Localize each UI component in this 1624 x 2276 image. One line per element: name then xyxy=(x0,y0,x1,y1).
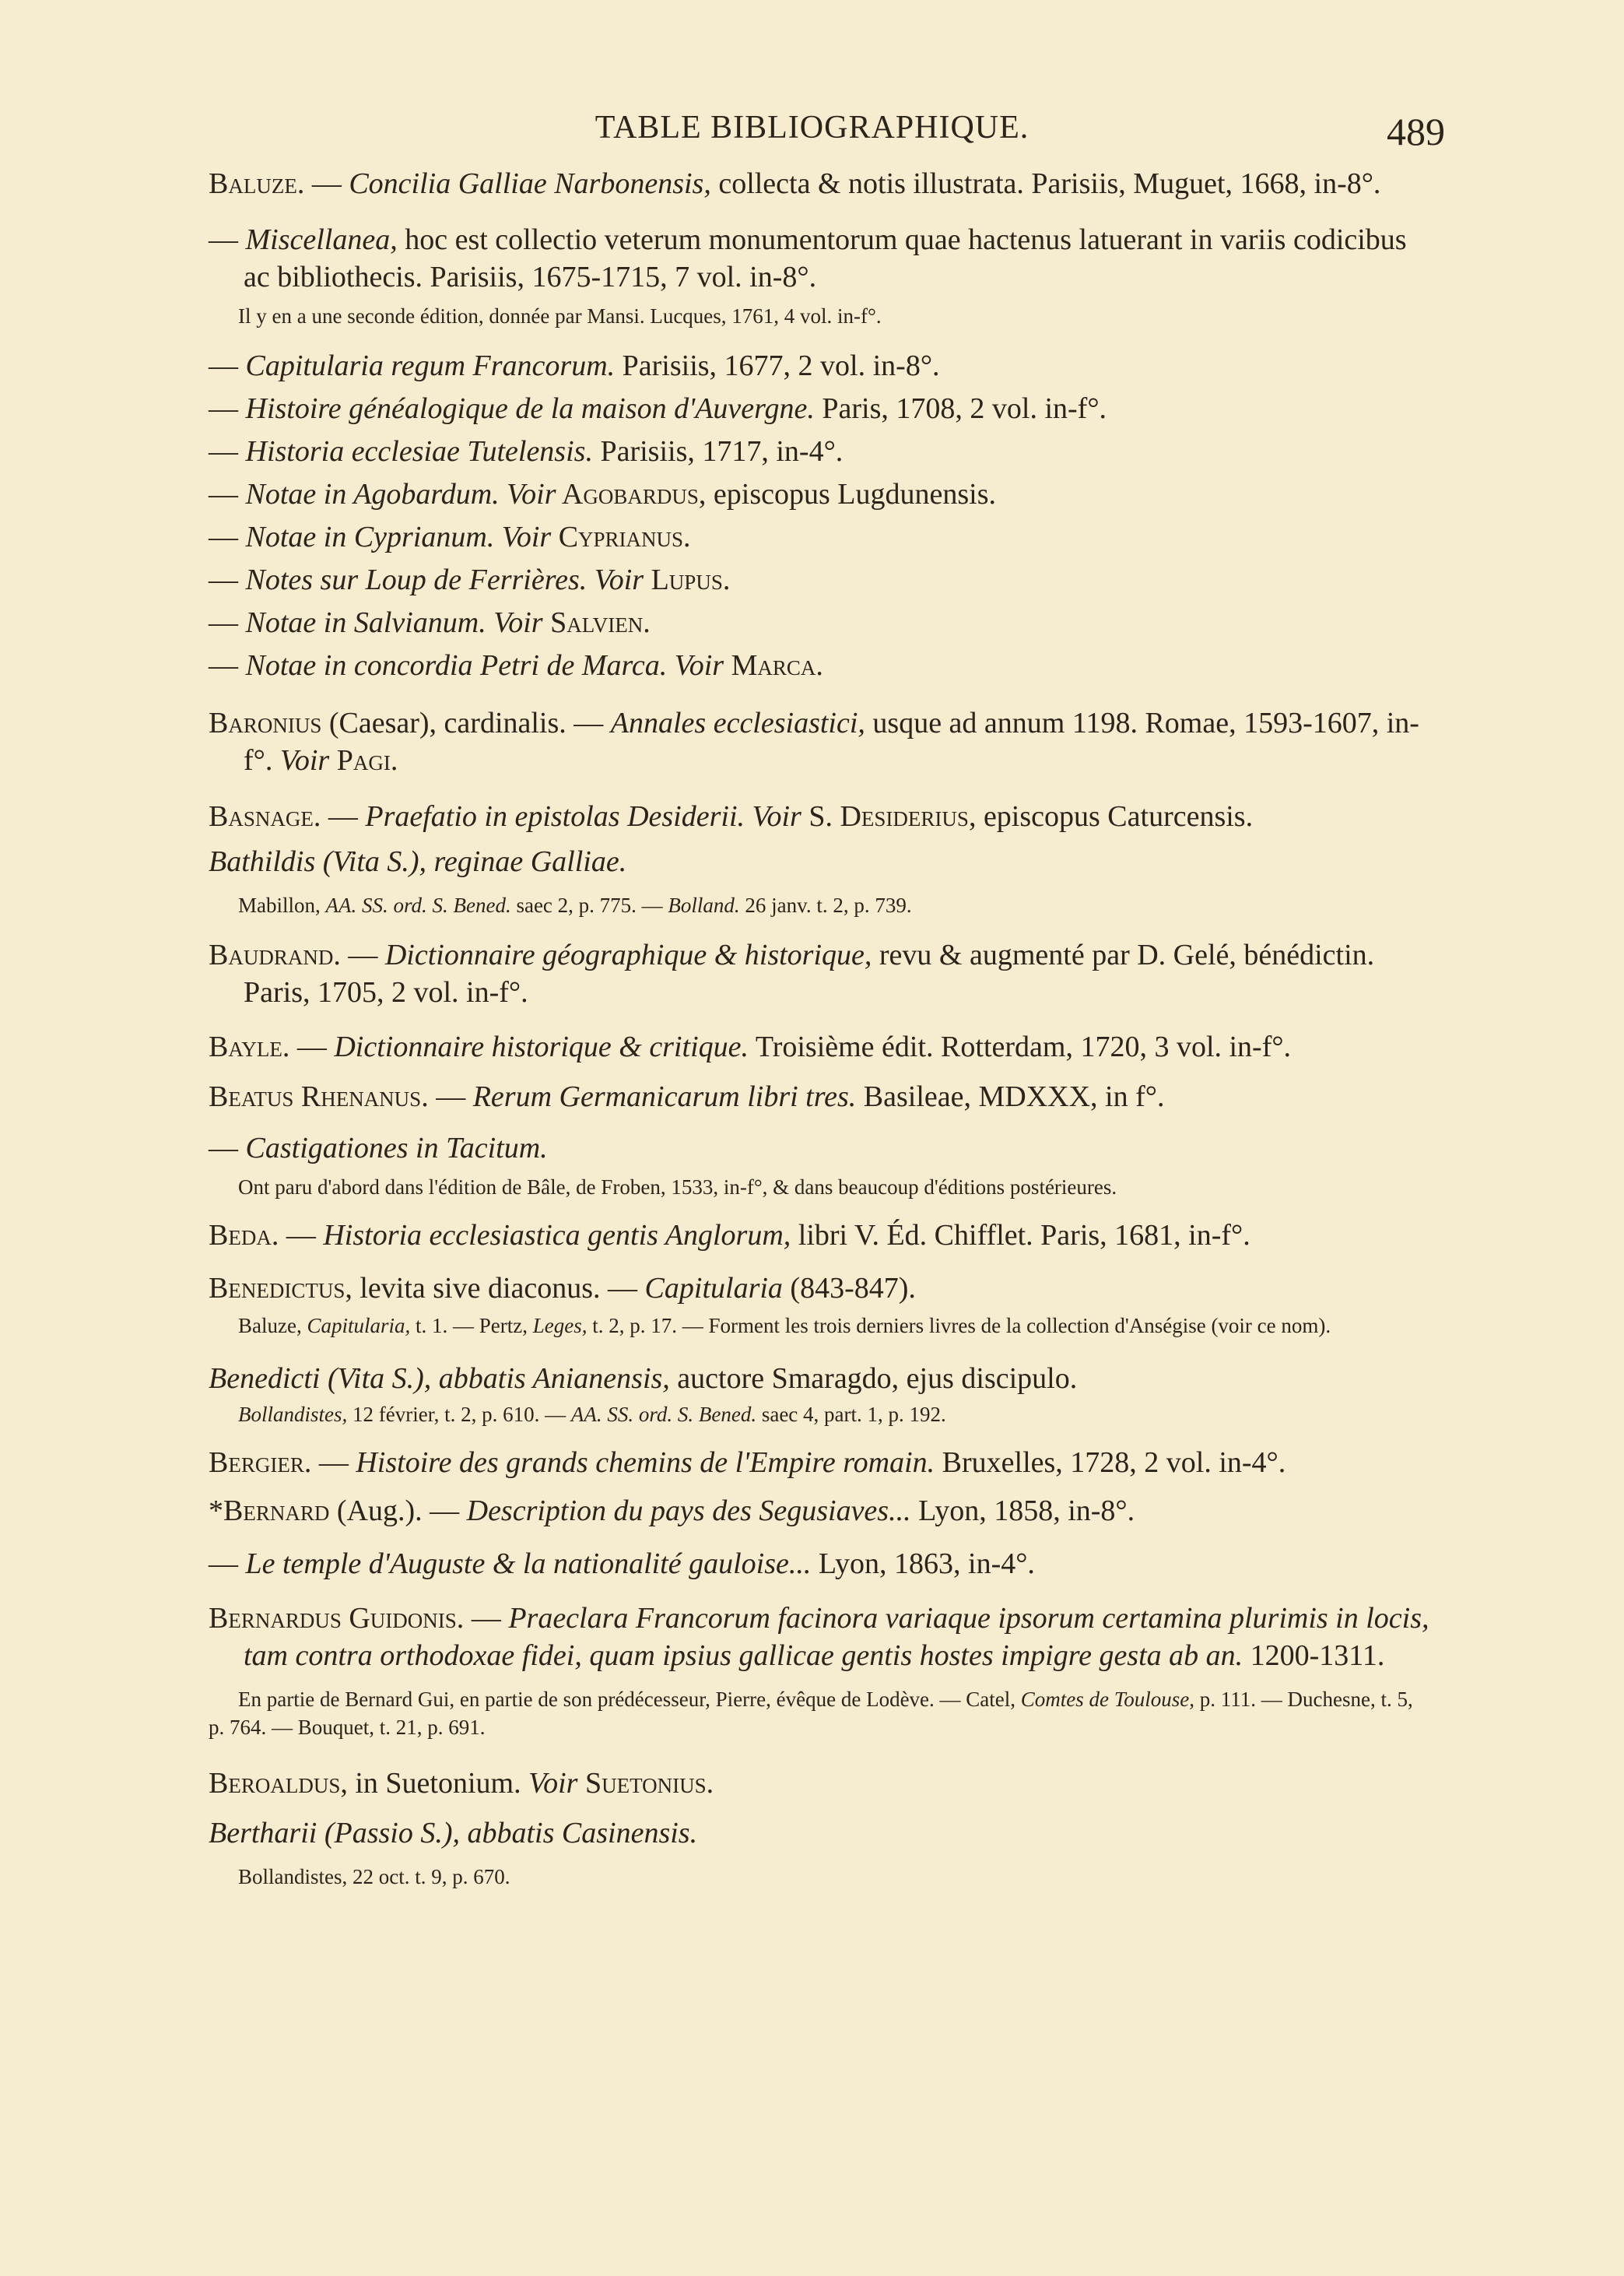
entry-author: Bayle. xyxy=(209,1031,290,1063)
entry-bayle: Bayle. — Dictionnaire historique & critique. Troisième édit. Rotterdam, 1720, 3 vol. in-f°. xyxy=(209,1031,1292,1063)
entry-temple-auguste: — Le temple d'Auguste & la nationalité gauloise... Lyon, 1863, in-4°. xyxy=(209,1547,1035,1580)
entry-note: Mabillon, AA. SS. ord. S. Bened. saec 2, p. 775. — Bolland. 26 janv. t. 2, p. 739. xyxy=(238,894,912,917)
entry-title: Rerum Germanicarum libri tres. xyxy=(472,1080,857,1113)
cross-reference: Suetonius. xyxy=(577,1767,714,1800)
entry-title: Dictionnaire historique & critique. xyxy=(334,1031,749,1063)
entry-author: Baronius xyxy=(209,707,322,739)
entry-title: Notes sur Loup de Ferrières. Voir xyxy=(245,564,644,596)
cross-reference: S. Desiderius xyxy=(801,800,969,833)
entry-title: Bertharii (Passio S.), abbatis Casinensis. xyxy=(209,1817,698,1849)
entry-author: Bergier. xyxy=(209,1446,312,1479)
entry-title: Histoire des grands chemins de l'Empire romain. xyxy=(356,1446,935,1479)
entry-title: Historia ecclesiae Tutelensis. xyxy=(245,435,593,468)
entry-note: Baluze, Capitularia, t. 1. — Pertz, Leges, t. 2, p. 17. — Forment les trois derniers livres de la collection d'Anségise (voir ce nom). xyxy=(238,1314,1331,1337)
entry-bernardus-guidonis: Bernardus Guidonis. — Praeclara Francorum facinora variaque ipsorum certamina plurimis in locis, tam contra orthodoxae fidei, quam ipsius gallicae gentis hostes impigre gesta ab an. 1200-1311. xyxy=(209,1602,1429,1672)
entry-title: Dictionnaire géographique & historique, xyxy=(384,939,872,971)
entry-author: Beroaldus xyxy=(209,1767,341,1800)
entry-baluze-notes-loup: — Notes sur Loup de Ferrières. Voir Lupus. xyxy=(209,564,731,596)
entry-note: En partie de Bernard Gui, en partie de son prédécesseur, Pierre, évêque de Lodève. — Catel, Comtes de Toulouse, p. 111. — Duchesne, t. 5, p. 764. — Bouquet, t. 21, p. 691. xyxy=(209,1688,1413,1739)
entry-baudrand: Baudrand. — Dictionnaire géographique & historique, revu & augmenté par D. Gelé, bénédictin. Paris, 1705, 2 vol. in-f°. xyxy=(209,939,1375,1009)
entry-castigationes: — Castigationes in Tacitum. xyxy=(209,1132,548,1164)
entry-title: Histoire généalogique de la maison d'Auvergne. xyxy=(245,392,815,425)
cross-reference: Salvien. xyxy=(542,606,651,639)
entry-title: Capitularia regum Francorum. xyxy=(245,349,616,382)
entry-title: Description du pays des Segusiaves... xyxy=(466,1495,911,1527)
entry-baluze-historia-tutelensis: — Historia ecclesiae Tutelensis. Parisiis, 1717, in-4°. xyxy=(209,435,844,468)
entry-author: Beda. xyxy=(209,1219,279,1252)
entry-author: Bernard xyxy=(223,1495,330,1527)
entry-baluze-notae-cyprianum: — Notae in Cyprianum. Voir Cyprianus. xyxy=(209,521,691,553)
entry-title: Notae in Agobardum. Voir xyxy=(245,478,556,511)
cross-reference: Marca. xyxy=(724,649,823,682)
entry-beroaldus: Beroaldus, in Suetonium. Voir Suetonius. xyxy=(209,1767,714,1800)
entry-author: Baluze. xyxy=(209,167,305,200)
entry-note: Bollandistes, 22 oct. t. 9, p. 670. xyxy=(238,1865,510,1888)
entry-bertharii xyxy=(209,1814,1430,1852)
cross-reference: Pagi. xyxy=(329,744,398,777)
entry-baluze-capitularia: — Capitularia regum Francorum. Parisiis, 1677, 2 vol. in-8°. xyxy=(209,349,940,382)
entry-title: Benedicti (Vita S.), abbatis Anianensis, xyxy=(209,1362,670,1395)
entry-baluze-miscellanea: — Miscellanea, hoc est collectio veterum monumentorum quae hactenus latuerant in variis codicibus ac bibliothecis. Parisiis, 1675-1715, 7 vol. in-8°. xyxy=(209,223,1407,293)
entry-beatus-rhenanus: Beatus Rhenanus. — Rerum Germanicarum libri tres. Basileae, MDXXX, in f°. xyxy=(209,1080,1165,1113)
entry-beda: Beda. — Historia ecclesiastica gentis Anglorum, libri V. Éd. Chifflet. Paris, 1681, in-f°. xyxy=(209,1219,1250,1252)
entry-title: Miscellanea, xyxy=(245,223,398,256)
entry-title: Bathildis (Vita S.), reginae Galliae. xyxy=(209,845,627,878)
entry-title: Notae in concordia Petri de Marca. Voir xyxy=(245,649,724,682)
entry-author: Basnage. xyxy=(209,800,321,833)
running-title: TABLE BIBLIOGRAPHIQUE. xyxy=(595,110,1029,146)
page-number: 489 xyxy=(1387,110,1445,153)
entry-author: Baudrand. xyxy=(209,939,341,971)
entry-title: Annales ecclesiastici, xyxy=(610,707,865,739)
entry-note: Il y en a une seconde édition, donnée par Mansi. Lucques, 1761, 4 vol. in-f°. xyxy=(238,304,882,328)
entry-note: Ont paru d'abord dans l'édition de Bâle, de Froben, 1533, in-f°, & dans beaucoup d'éditions postérieures. xyxy=(238,1175,1117,1199)
page-header xyxy=(0,109,1624,156)
entry-basnage: Basnage. — Praefatio in epistolas Desiderii. Voir S. Desiderius, episcopus Caturcensis. xyxy=(209,800,1254,833)
entry-author: Beatus Rhenanus. xyxy=(209,1080,429,1113)
entry-title: Notae in Cyprianum. Voir xyxy=(245,521,552,553)
cross-reference: Lupus. xyxy=(644,564,731,596)
entry-baluze-notae-salvianum: — Notae in Salvianum. Voir Salvien. xyxy=(209,606,651,639)
entry-title: Praefatio in epistolas Desiderii. Voir xyxy=(365,800,801,833)
entry-author: Bernardus Guidonis. xyxy=(209,1602,465,1635)
entry-note: Bollandistes, 12 février, t. 2, p. 610. — AA. SS. ord. S. Bened. saec 4, part. 1, p. 192. xyxy=(238,1403,946,1426)
cross-reference: Agobardus xyxy=(556,478,699,511)
entry-author: Benedictus xyxy=(209,1272,345,1305)
entry-bathildis xyxy=(209,843,1430,880)
bibliography-entries xyxy=(209,165,1430,1891)
entry-benedicti-vita: Benedicti (Vita S.), abbatis Anianensis, auctore Smaragdo, ejus discipulo. xyxy=(209,1362,1078,1395)
entry-title: Le temple d'Auguste & la nationalité gauloise... xyxy=(245,1547,812,1580)
entry-title: Historia ecclesiastica gentis Anglorum, xyxy=(323,1219,791,1252)
entry-benedictus: Benedictus, levita sive diaconus. — Capitularia (843-847). xyxy=(209,1272,916,1305)
entry-title: Concilia Galliae Narbonensis, xyxy=(349,167,711,200)
entry-title: Castigationes in Tacitum. xyxy=(245,1132,548,1164)
cross-reference: Cyprianus. xyxy=(551,521,691,553)
entry-baluze-concilia: Baluze. — Concilia Galliae Narbonensis, collecta & notis illustrata. Parisiis, Muguet, 1668, in-8°. xyxy=(209,167,1381,200)
entry-title: Capitularia xyxy=(644,1272,783,1305)
entry-baluze-histoire-auvergne: — Histoire généalogique de la maison d'Auvergne. Paris, 1708, 2 vol. in-f°. xyxy=(209,392,1107,425)
entry-bernard-aug: *Bernard (Aug.). — Description du pays des Segusiaves... Lyon, 1858, in-8°. xyxy=(209,1495,1135,1527)
entry-title: Praeclara Francorum facinora variaque ipsorum certamina plurimis in locis, tam contra orthodoxae fidei, quam ipsius gallicae gentis hostes impigre gesta ab an. xyxy=(244,1602,1429,1672)
entry-title: Notae in Salvianum. Voir xyxy=(245,606,543,639)
entry-bergier: Bergier. — Histoire des grands chemins de l'Empire romain. Bruxelles, 1728, 2 vol. in-4°. xyxy=(209,1446,1286,1479)
entry-baronius: Baronius (Caesar), cardinalis. — Annales ecclesiastici, usque ad annum 1198. Romae, 1593-1607, in-f°. Voir Pagi. xyxy=(209,707,1419,777)
entry-baluze-notae-marca: — Notae in concordia Petri de Marca. Voir Marca. xyxy=(209,649,823,682)
entry-baluze-notae-agobardum: — Notae in Agobardum. Voir Agobardus, episcopus Lugdunensis. xyxy=(209,478,996,511)
